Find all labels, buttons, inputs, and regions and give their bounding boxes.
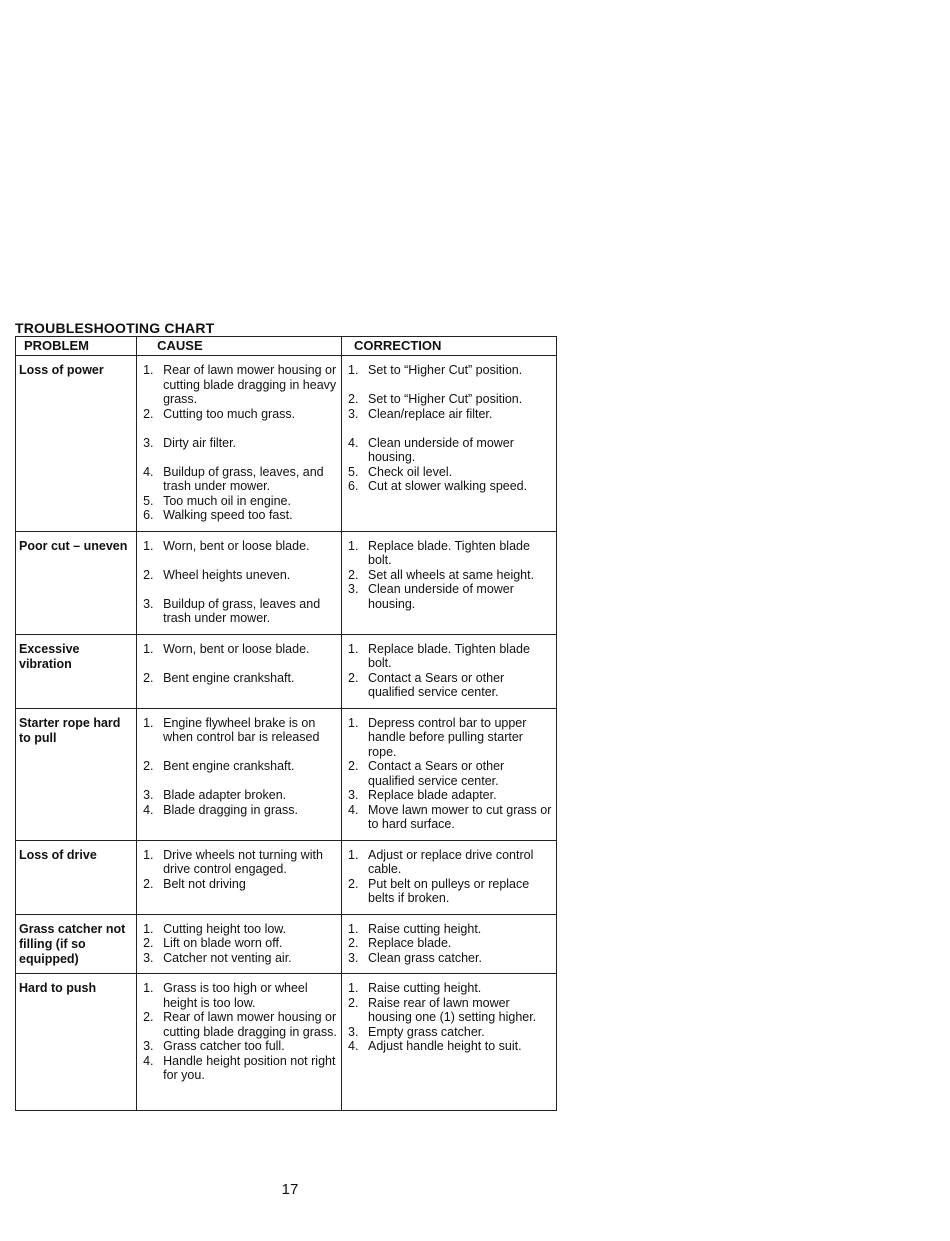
item-number: 2. bbox=[143, 670, 154, 685]
problem-cell: Loss of power bbox=[16, 356, 137, 532]
table-row bbox=[16, 708, 557, 840]
item-number: 3. bbox=[143, 950, 154, 965]
item-number: 5. bbox=[143, 493, 154, 508]
chart-title: TROUBLESHOOTING CHART bbox=[15, 320, 215, 336]
item-text: Set to “Higher Cut” position. bbox=[368, 392, 523, 406]
item-text: Lift on blade worn off. bbox=[163, 936, 283, 950]
item-text: Empty grass catcher. bbox=[368, 1024, 485, 1039]
correction-item bbox=[348, 1039, 554, 1054]
correction-column-header: CORRECTION bbox=[342, 337, 557, 356]
correction-cell bbox=[342, 840, 557, 914]
item-number: 1. bbox=[143, 538, 154, 553]
item-number: 3. bbox=[143, 788, 154, 802]
item-number: 2. bbox=[143, 567, 154, 582]
item-number: 2. bbox=[143, 1010, 154, 1024]
item-text: Replace blade. bbox=[368, 936, 452, 950]
item-number: 4. bbox=[348, 802, 359, 817]
cause-item bbox=[143, 465, 339, 494]
item-number: 1. bbox=[143, 847, 154, 862]
table-body bbox=[16, 356, 557, 1111]
cause-cell bbox=[137, 974, 342, 1111]
item-text: Cut at slower walking speed. bbox=[368, 479, 528, 493]
item-number: 3. bbox=[143, 596, 154, 611]
item-text: Cutting height too low. bbox=[163, 921, 287, 936]
problem-column-header: PROBLEM bbox=[16, 337, 137, 356]
cause-item bbox=[143, 642, 339, 657]
item-text: Cutting too much grass. bbox=[163, 406, 296, 421]
problem-cell: Excessive vibration bbox=[16, 634, 137, 708]
cause-item bbox=[143, 788, 339, 803]
cause-item bbox=[143, 981, 339, 1010]
item-text: Adjust or replace drive control cable. bbox=[368, 847, 534, 876]
cause-cell bbox=[137, 840, 342, 914]
item-text: Engine flywheel brake is on when control bar is released bbox=[163, 715, 320, 744]
item-text: Buildup of grass, leaves and trash under mower. bbox=[163, 596, 321, 625]
item-number: 3. bbox=[143, 435, 154, 450]
item-text: Blade dragging in grass. bbox=[163, 802, 298, 817]
correction-cell bbox=[342, 634, 557, 708]
item-text: Dirty air filter. bbox=[163, 435, 237, 450]
cause-item bbox=[143, 759, 339, 774]
item-number: 1. bbox=[348, 538, 359, 553]
problem-cell: Starter rope hard to pull bbox=[16, 708, 137, 840]
problem-cell: Poor cut – uneven bbox=[16, 531, 137, 634]
item-text: Set to “Higher Cut” position. bbox=[368, 363, 523, 377]
item-text: Adjust handle height to suit. bbox=[368, 1039, 522, 1053]
item-number: 2. bbox=[143, 876, 154, 891]
cause-column-header: CAUSE bbox=[137, 337, 342, 356]
item-number: 4. bbox=[143, 1053, 154, 1068]
table-header-row bbox=[16, 337, 557, 356]
item-text: Clean underside of mower housing. bbox=[368, 582, 514, 611]
item-number: 2. bbox=[348, 759, 359, 773]
item-number: 1. bbox=[143, 363, 154, 377]
table-row bbox=[16, 634, 557, 708]
item-number: 2. bbox=[348, 392, 359, 406]
correction-cell bbox=[342, 356, 557, 532]
item-number: 1. bbox=[143, 715, 154, 730]
correction-item bbox=[348, 877, 554, 906]
item-text: Catcher not venting air. bbox=[163, 950, 292, 965]
correction-item bbox=[348, 582, 554, 611]
correction-item bbox=[348, 392, 554, 407]
item-number: 3. bbox=[348, 1024, 359, 1039]
page-number: 17 bbox=[281, 1181, 299, 1198]
item-text: Grass is too high or wheel height is too low. bbox=[163, 981, 308, 1010]
correction-item bbox=[348, 788, 554, 803]
cause-item bbox=[143, 508, 339, 523]
item-number: 2. bbox=[143, 759, 154, 773]
correction-item bbox=[348, 759, 554, 788]
table-row bbox=[16, 531, 557, 634]
item-number: 2. bbox=[348, 670, 359, 685]
correction-item bbox=[348, 716, 554, 760]
cause-item bbox=[143, 848, 339, 877]
item-number: 3. bbox=[348, 582, 359, 596]
item-number: 1. bbox=[348, 921, 359, 936]
item-number: 3. bbox=[348, 950, 359, 965]
correction-cell bbox=[342, 531, 557, 634]
item-number: 1. bbox=[143, 641, 154, 656]
correction-item bbox=[348, 671, 554, 700]
item-text: Bent engine crankshaft. bbox=[163, 670, 295, 685]
item-number: 3. bbox=[348, 406, 359, 421]
cause-item bbox=[143, 716, 339, 745]
item-number: 1. bbox=[143, 981, 154, 995]
item-number: 4. bbox=[348, 435, 359, 450]
item-number: 1. bbox=[348, 981, 359, 995]
cause-item bbox=[143, 951, 339, 966]
item-number: 2. bbox=[348, 876, 359, 891]
correction-item bbox=[348, 479, 554, 494]
item-text: Contact a Sears or other qualified service center. bbox=[368, 670, 505, 699]
item-text: Wheel heights uneven. bbox=[163, 567, 291, 582]
cause-item bbox=[143, 539, 339, 554]
item-number: 4. bbox=[348, 1039, 359, 1053]
table-row bbox=[16, 840, 557, 914]
item-number: 1. bbox=[348, 847, 359, 862]
correction-item bbox=[348, 363, 554, 378]
cause-item bbox=[143, 877, 339, 892]
item-number: 2. bbox=[348, 567, 359, 582]
table-row bbox=[16, 914, 557, 974]
item-text: Replace blade. Tighten blade bolt. bbox=[368, 538, 530, 567]
item-number: 3. bbox=[143, 1039, 154, 1053]
correction-cell bbox=[342, 974, 557, 1111]
item-number: 1. bbox=[348, 715, 359, 730]
correction-item bbox=[348, 465, 554, 480]
item-text: Grass catcher too full. bbox=[163, 1039, 285, 1053]
correction-item bbox=[348, 951, 554, 966]
correction-item bbox=[348, 1025, 554, 1040]
correction-item bbox=[348, 922, 554, 937]
item-text: Check oil level. bbox=[368, 464, 453, 479]
table-row bbox=[16, 974, 557, 1111]
cause-item bbox=[143, 1039, 339, 1054]
correction-item bbox=[348, 436, 554, 465]
item-number: 1. bbox=[348, 363, 359, 377]
correction-item bbox=[348, 539, 554, 568]
cause-cell bbox=[137, 708, 342, 840]
item-text: Belt not driving bbox=[163, 876, 246, 891]
item-text: Buildup of grass, leaves, and trash under mower. bbox=[163, 464, 324, 493]
item-text: Put belt on pulleys or replace belts if broken. bbox=[368, 876, 530, 905]
item-text: Too much oil in engine. bbox=[163, 493, 291, 508]
problem-cell: Loss of drive bbox=[16, 840, 137, 914]
correction-cell bbox=[342, 708, 557, 840]
item-text: Raise rear of lawn mower housing one (1) setting higher. bbox=[368, 995, 537, 1024]
item-text: Clean/replace air filter. bbox=[368, 406, 493, 421]
correction-item bbox=[348, 407, 554, 422]
cause-item bbox=[143, 436, 339, 451]
problem-cell: Grass catcher not filling (if so equipped) bbox=[16, 914, 137, 974]
cause-cell bbox=[137, 356, 342, 532]
troubleshooting-table bbox=[15, 336, 557, 1111]
cause-item bbox=[143, 671, 339, 686]
correction-item bbox=[348, 996, 554, 1025]
item-number: 1. bbox=[143, 921, 154, 936]
cause-item bbox=[143, 936, 339, 951]
item-text: Clean grass catcher. bbox=[368, 950, 482, 965]
cause-item bbox=[143, 1054, 339, 1083]
correction-item bbox=[348, 568, 554, 583]
item-text: Worn, bent or loose blade. bbox=[163, 641, 310, 656]
cause-item bbox=[143, 407, 339, 422]
correction-item bbox=[348, 803, 554, 832]
cause-cell bbox=[137, 531, 342, 634]
problem-cell: Hard to push bbox=[16, 974, 137, 1111]
cause-item bbox=[143, 494, 339, 509]
correction-item bbox=[348, 642, 554, 671]
item-text: Blade adapter broken. bbox=[163, 788, 287, 802]
item-number: 3. bbox=[348, 788, 359, 802]
item-number: 1. bbox=[348, 641, 359, 656]
item-text: Move lawn mower to cut grass or to hard surface. bbox=[368, 802, 552, 831]
correction-item bbox=[348, 848, 554, 877]
item-number: 6. bbox=[143, 508, 154, 522]
item-text: Raise cutting height. bbox=[368, 981, 482, 995]
correction-item bbox=[348, 936, 554, 951]
cause-cell bbox=[137, 914, 342, 974]
cause-item bbox=[143, 597, 339, 626]
item-text: Replace blade. Tighten blade bolt. bbox=[368, 641, 530, 670]
item-text: Set all wheels at same height. bbox=[368, 567, 535, 582]
item-text: Worn, bent or loose blade. bbox=[163, 538, 310, 553]
item-number: 5. bbox=[348, 464, 359, 479]
item-number: 2. bbox=[348, 936, 359, 950]
item-number: 2. bbox=[143, 406, 154, 421]
item-text: Replace blade adapter. bbox=[368, 788, 497, 802]
correction-item bbox=[348, 981, 554, 996]
item-text: Handle height position not right for you. bbox=[163, 1053, 336, 1082]
item-number: 4. bbox=[143, 802, 154, 817]
item-text: Depress control bar to upper handle before pulling starter rope. bbox=[368, 715, 527, 759]
item-text: Walking speed too fast. bbox=[163, 508, 293, 522]
cause-item bbox=[143, 363, 339, 407]
cause-cell bbox=[137, 634, 342, 708]
item-text: Bent engine crankshaft. bbox=[163, 759, 295, 773]
item-text: Rear of lawn mower housing or cutting blade dragging in grass. bbox=[163, 1010, 337, 1039]
cause-item bbox=[143, 803, 339, 818]
item-text: Drive wheels not turning with drive control engaged. bbox=[163, 847, 323, 876]
item-number: 2. bbox=[143, 936, 154, 950]
item-number: 2. bbox=[348, 995, 359, 1010]
item-text: Clean underside of mower housing. bbox=[368, 435, 514, 464]
item-text: Raise cutting height. bbox=[368, 921, 482, 936]
cause-item bbox=[143, 922, 339, 937]
item-text: Contact a Sears or other qualified service center. bbox=[368, 759, 505, 788]
item-number: 4. bbox=[143, 464, 154, 479]
item-number: 6. bbox=[348, 479, 359, 493]
cause-item bbox=[143, 1010, 339, 1039]
cause-item bbox=[143, 568, 339, 583]
table-row bbox=[16, 356, 557, 532]
correction-cell bbox=[342, 914, 557, 974]
item-text: Rear of lawn mower housing or cutting blade dragging in heavy grass. bbox=[163, 363, 337, 406]
